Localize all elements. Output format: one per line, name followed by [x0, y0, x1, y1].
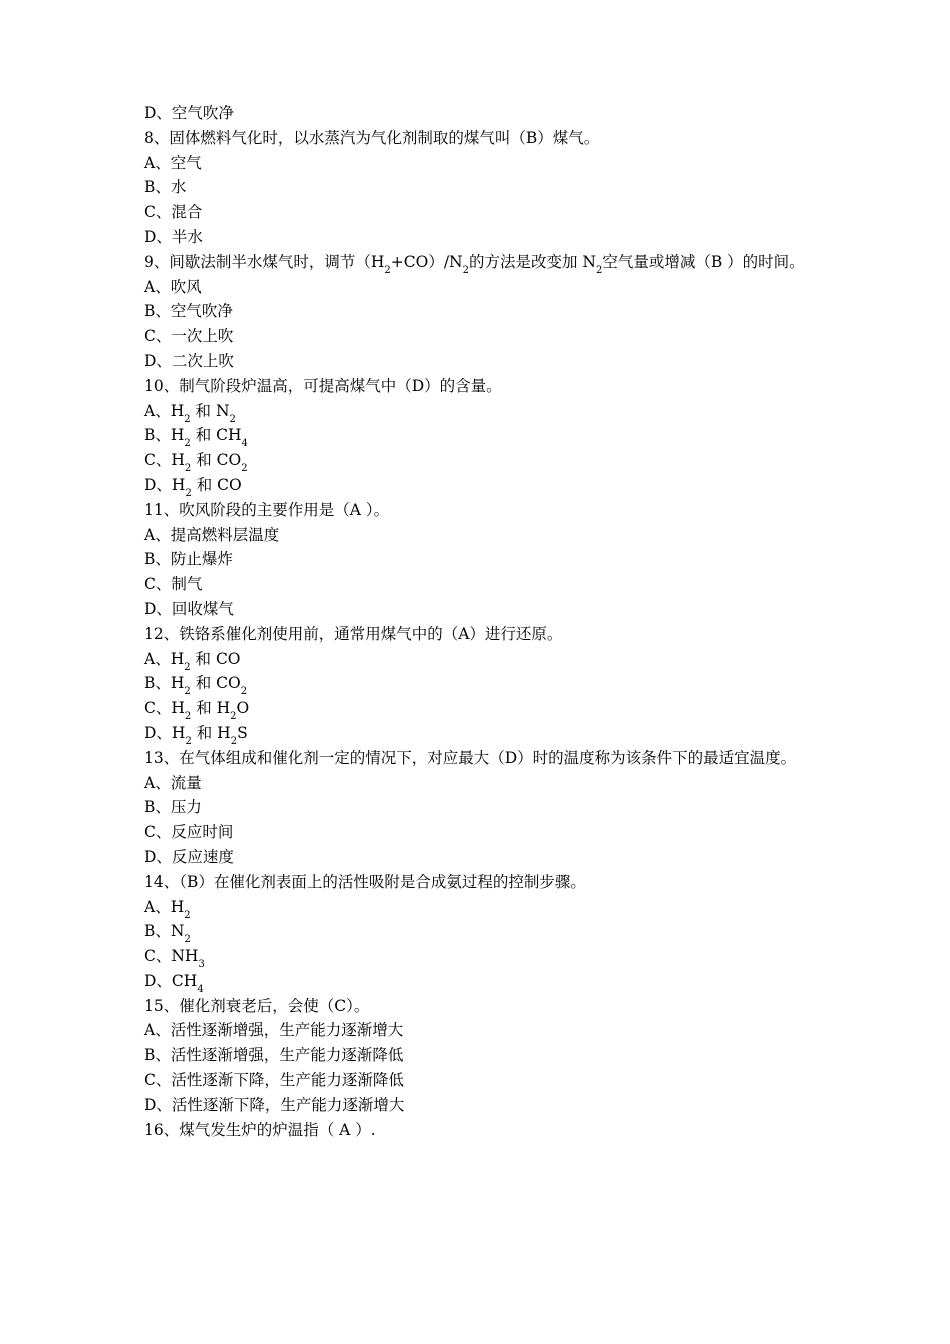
text-segment: O	[236, 699, 250, 718]
question-text	[144, 870, 814, 895]
text-segment: 空气量或增减（B ）的时间。	[602, 252, 805, 271]
subscript: 2	[595, 264, 603, 276]
subscript: 2	[184, 463, 192, 475]
question-text	[144, 1118, 814, 1143]
text-segment: D、回收煤气	[144, 599, 234, 618]
option-text	[144, 671, 814, 696]
option-text	[144, 845, 814, 870]
question-list	[144, 101, 814, 1142]
text-segment: D、空气吹净	[144, 104, 234, 122]
subscript: 2	[184, 686, 191, 698]
option-text	[144, 547, 814, 572]
option-text	[144, 1043, 814, 1068]
text-segment: D、CH	[144, 971, 198, 990]
text-segment: A、活性逐渐增强，生产能力逐渐增大	[144, 1021, 404, 1040]
option-text	[144, 324, 814, 349]
option-text	[144, 919, 814, 944]
text-segment: D、H	[144, 723, 186, 742]
option-text	[144, 225, 814, 250]
text-segment: A、H	[144, 401, 185, 420]
text-segment: A、空气	[144, 153, 202, 172]
subscript: 2	[240, 686, 248, 698]
subscript: 2	[229, 413, 236, 425]
option-text	[144, 1068, 814, 1093]
text-segment: 13、在气体组成和催化剂一定的情况下，对应最大（D）时的温度称为该条件下的最适宜温度。	[144, 748, 797, 767]
text-segment: 11、吹风阶段的主要作用是（A ）。	[144, 500, 390, 519]
text-segment: B、N	[144, 922, 185, 941]
text-segment: 10、制气阶段炉温高，可提高煤气中（D）的含量。	[144, 376, 502, 395]
subscript: 2	[185, 487, 192, 499]
option-text	[144, 349, 814, 374]
text-segment: +CO）/N	[390, 252, 463, 271]
option-text	[144, 771, 814, 796]
text-segment: C、NH	[144, 947, 199, 966]
text-segment: A、吹风	[144, 277, 202, 296]
option-text	[144, 795, 814, 820]
option-text	[144, 647, 814, 672]
option-text	[144, 944, 814, 969]
option-text	[144, 696, 814, 721]
question-text	[144, 126, 814, 151]
option-text	[144, 597, 814, 622]
option-text	[144, 151, 814, 176]
text-segment: A、H	[144, 897, 185, 916]
option-text	[144, 101, 814, 126]
question-text	[144, 374, 814, 399]
text-segment: A、H	[144, 649, 185, 668]
question-text	[144, 994, 814, 1019]
text-segment: C、混合	[144, 203, 203, 222]
text-segment: D、反应速度	[144, 847, 234, 866]
option-text	[144, 200, 814, 225]
text-segment: D、半水	[144, 227, 203, 246]
option-text	[144, 969, 814, 994]
subscript: 3	[198, 959, 205, 971]
text-segment: B、H	[144, 426, 185, 445]
text-segment: C、H	[144, 699, 185, 718]
option-text	[144, 399, 814, 424]
subscript: 2	[384, 264, 391, 276]
text-segment: B、活性逐渐增强，生产能力逐渐降低	[144, 1046, 404, 1065]
text-segment: A、提高燃料层温度	[144, 525, 280, 544]
question-text	[144, 746, 814, 771]
text-segment: B、H	[144, 674, 185, 693]
subscript: 2	[230, 735, 238, 747]
subscript: 4	[241, 438, 248, 450]
option-text	[144, 721, 814, 746]
text-segment: D、活性逐渐下降，生产能力逐渐增大	[144, 1095, 405, 1114]
question-text	[144, 250, 814, 275]
text-segment: 12、铁铬系催化剂使用前，通常用煤气中的（A）进行还原。	[144, 624, 563, 643]
text-segment: B、防止爆炸	[144, 550, 233, 569]
text-segment: S	[237, 723, 248, 742]
text-segment: 15、催化剂衰老后，会使（C）。	[144, 996, 370, 1015]
text-segment: 14、（B）在催化剂表面上的活性吸附是合成氨过程的控制步骤。	[144, 872, 586, 891]
subscript: 2	[462, 264, 469, 276]
text-segment: 的方法是改变加 N	[468, 252, 596, 271]
subscript: 2	[184, 934, 191, 946]
option-text	[144, 448, 814, 473]
subscript: 2	[184, 438, 191, 450]
text-segment: C、一次上吹	[144, 327, 234, 346]
text-segment: 和 H	[191, 723, 231, 742]
text-segment: 和 CO	[191, 451, 242, 470]
text-segment: B、压力	[144, 798, 202, 817]
option-text	[144, 1018, 814, 1043]
option-text	[144, 275, 814, 300]
text-segment: 和 CO	[190, 649, 241, 668]
text-segment: C、H	[144, 451, 185, 470]
subscript: 2	[184, 909, 191, 921]
option-text	[144, 895, 814, 920]
text-segment: 和 CO	[191, 475, 242, 494]
subscript: 4	[197, 983, 204, 995]
text-segment: 16、煤气发生炉的炉温指（ A ）.	[144, 1120, 376, 1139]
subscript: 2	[184, 413, 191, 425]
option-text	[144, 523, 814, 548]
text-segment: 和 CO	[190, 674, 241, 693]
text-segment: C、制气	[144, 575, 203, 594]
text-segment: A、流量	[144, 773, 202, 792]
option-text	[144, 175, 814, 200]
text-segment: D、H	[144, 475, 186, 494]
option-text	[144, 820, 814, 845]
text-segment: 和 H	[191, 699, 231, 718]
subscript: 2	[241, 463, 248, 475]
text-segment: 和 N	[190, 401, 230, 420]
text-segment: B、水	[144, 178, 187, 197]
option-text	[144, 1093, 814, 1118]
text-segment: 9、间歇法制半水煤气时，调节（H	[144, 252, 385, 271]
subscript: 2	[185, 735, 192, 747]
subscript: 2	[184, 661, 191, 673]
text-segment: C、活性逐渐下降，生产能力逐渐降低	[144, 1071, 404, 1090]
option-text	[144, 473, 814, 498]
text-segment: B、空气吹净	[144, 302, 233, 321]
text-segment: C、反应时间	[144, 823, 234, 842]
option-text	[144, 423, 814, 448]
text-segment: 和 CH	[190, 426, 242, 445]
text-segment: D、二次上吹	[144, 351, 234, 370]
subscript: 2	[184, 711, 192, 723]
subscript: 2	[230, 711, 237, 723]
text-segment: 8、固体燃料气化时，以水蒸汽为气化剂制取的煤气叫（B）煤气。	[144, 128, 600, 147]
option-text	[144, 299, 814, 324]
option-text	[144, 572, 814, 597]
question-text	[144, 498, 814, 523]
question-text	[144, 622, 814, 647]
